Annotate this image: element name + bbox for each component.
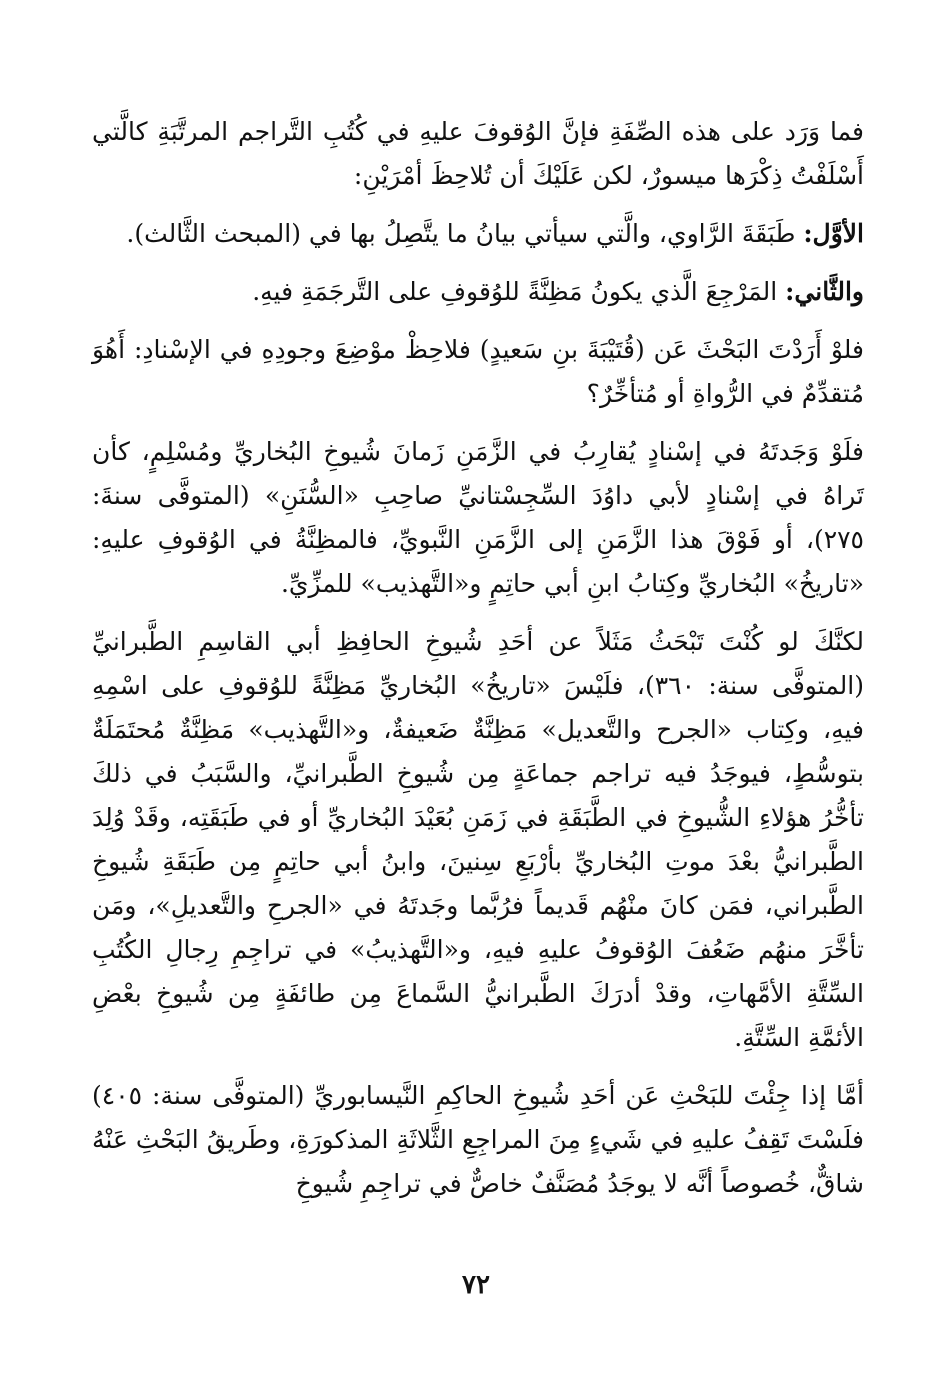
paragraph-text: أمَّا إذا جِئْتَ للبَحْثِ عَن أحَدِ شُيوخِ الحاكِمِ النَّيسابوريِّ (المتوفَّى سنة: ٤٠٥) فلَسْتَ تَقِفُ عليهِ في شَيءٍ مِنَ المراجِعِ الثَّلاثَةِ المذكورَةِ، وطَريقُ البَحْثِ عَنْهُ شاقٌّ، خُصوصاً أنَّه لا يوجَدُ مُصَنَّفٌ خاصٌّ في تراجِمِ شُيوخِ — [92, 1081, 864, 1198]
paragraph-text: المَرْجِعَ الَّذي يكونُ مَظِنَّةً للوُقوفِ على التَّرجَمَةِ فيهِ. — [252, 277, 786, 306]
paragraph-qutaybah — [92, 328, 864, 416]
paragraph-text: فلَوْ وَجَدتَهُ في إسْنادٍ يُقارِبُ في الزَّمَنِ زَمانَ شُيوخِ البُخاريِّ ومُسْلِمٍ، كأن تَراهُ في إسْنادٍ لأبي داوُدَ السِّجِسْتانيِّ صاحِبِ «السُّنَنِ» (المتوفَّى سنةَ: ٢٧٥)، أو فَوْقَ هذا الزَّمَنِ إلى الزَّمَنِ النَّبويِّ، فالمظِنَّةُ في الوُقوفِ عليهِ: «تاريخُ» البُخاريِّ وكِتابُ ابنِ أبي حاتِمٍ و«التَّهذيب» للمزِّيِّ. — [92, 437, 864, 598]
paragraph-lead-second: والثَّاني: — [785, 277, 864, 306]
paragraph-first-point — [92, 212, 864, 256]
paragraph-tabarani — [92, 620, 864, 1060]
paragraph-text: فلوْ أَرَدْتَ البَحْثَ عَن (قُتَيْبَةَ بنِ سَعيدٍ) فلاحِظْ موْضِعَ وجودِهِ في الإسْنادِ: أَهُوَ مُتقدِّمٌ في الرُّواةِ أو مُتأخِّرٌ؟ — [92, 335, 864, 408]
paragraph-intro — [92, 110, 864, 198]
paragraph-hakim — [92, 1074, 864, 1206]
paragraph-text: لكنَّكَ لو كُنْتَ تَبْحَثُ مَثَلاً عن أحَدِ شُيوخِ الحافِظِ أبي القاسِمِ الطَّبرانيِّ (المتوفَّى سنة: ٣٦٠)، فلَيْسَ «تاريخُ» البُخاريِّ مَظِنَّةً للوُقوفِ على اسْمِهِ فيهِ، وكِتاب «الجرح والتَّعديل» مَظِنَّةٌ ضَعيفةٌ، و«التَّهذيب» مَظِنَّةٌ مُحتَمَلَةٌ بتوسُّطٍ، فيوجَدُ فيه تراجم جماعَةٍ مِن شُيوخِ الطَّبرانيِّ، والسَّبَبُ في ذلكَ تأخُّرُ هؤلاءِ الشُّيوخِ في الطَّبَقَةِ في زَمَنِ بُعَيْدَ البُخاريِّ أو في طَبَقَتِه، وقَدْ وُلِدَ الطَّبرانيُّ بعْدَ موتِ البُخاريِّ بأرْبَعِ سِنينَ، وابنُ أبي حاتِمٍ مِن طَبَقَةِ شُيوخِ الطَّبراني، فمَن كانَ منْهُم قَديماً فرُبَّما وجَدتَهُ في «الجرحِ والتَّعديلِ»، ومَن تأخَّرَ منهُم ضَعُفَ الوُقوفُ عليهِ فيهِ، و«التَّهذيبُ» في تراجِمِ رِجالِ الكُتُبِ السِّتَّةِ الأمَّهاتِ، وقدْ أدرَكَ الطَّبرانيُّ السَّماعَ مِن طائفَةٍ مِن شُيوخِ بعْضِ الأئمَّةِ السِّتَّةِ. — [92, 627, 864, 1052]
paragraph-lead-first: الأوَّل: — [803, 219, 864, 248]
paragraph-second-point — [92, 270, 864, 314]
page-number: ٧٢ — [462, 1270, 490, 1300]
paragraph-bukhari-era — [92, 430, 864, 606]
paragraph-text: طَبَقَةَ الرَّاوي، والَّتي سيأتي بيانُ ما يتَّصِلُ بها في (المبحث الثَّالث). — [126, 219, 804, 248]
paragraph-text: فما وَرَد على هذه الصِّفَةِ فإنَّ الوُقوفَ عليهِ في كُتُبِ التَّراجم المرتَّبَةِ كالَّتي أَسْلَفْتُ ذِكْرَها ميسورٌ، لكن عَلَيْكَ أن تُلاحِظَ أمْرَيْنِ: — [92, 117, 864, 190]
